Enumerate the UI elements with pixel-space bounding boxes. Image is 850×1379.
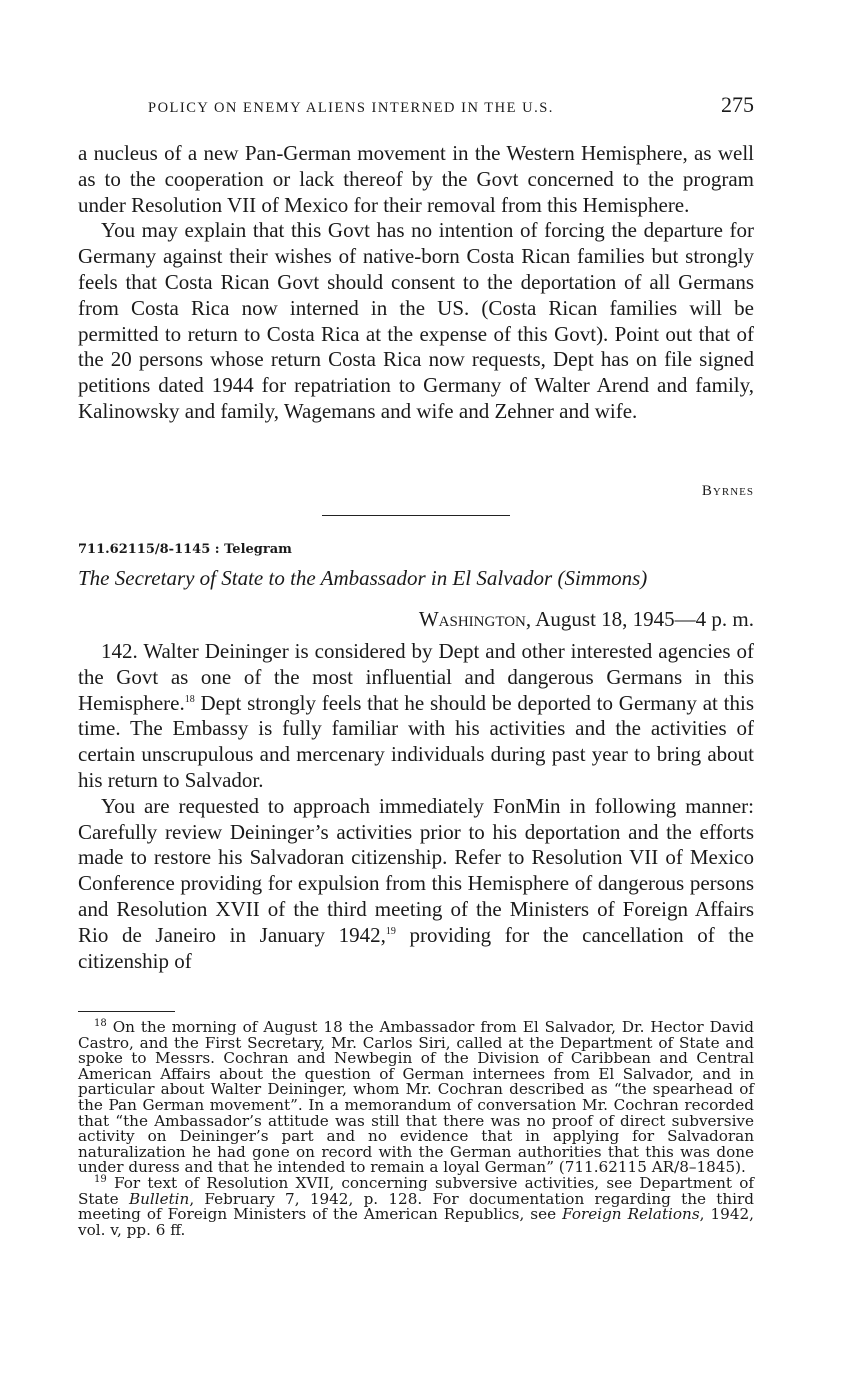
footnote-ref-19[interactable]: 19	[385, 925, 396, 937]
page-number: 275	[721, 92, 754, 117]
dateline-date: , August 18, 1945—4 p. m.	[525, 607, 754, 631]
paragraph-deininger-part2: Dept strongly feels that he should be deported to Germany at this time. The Embassy is fully familiar with his activities and the activities of certain unscrupulous and mercenary individuals during past year to bring about his return to Salvador.	[78, 690, 754, 792]
heading-main: The Secretary of State to the Ambassador in El Salvador	[78, 566, 553, 590]
footnote-number-19: 19	[94, 1173, 107, 1185]
document-heading: The Secretary of State to the Ambassador in El Salvador (Simmons)	[78, 566, 648, 590]
footnote-number-18: 18	[94, 1017, 107, 1029]
footnote-19-text-3: , 1942, vol. v, pp. 6 ff.	[78, 1205, 754, 1239]
paragraph-explain: You may explain that this Govt has no intention of forcing the departure for Germany against their wishes of native-born Costa Rican families but strongly feels that Costa Rican Govt should consent to the deportation of all Germans from Costa Rica now interned in the US. (Costa Rican families will be permitted to return to Costa Rica at the expense of this Govt). Point out that of the 20 persons whose return Costa Rica now requests, Dept has on file signed petitions dated 1944 for repatriation to Germany of Walter Arend and family, Kalinowsky and family, Wagemans and wife and Zehner and wife.	[78, 218, 754, 423]
footnote-19-foreign-relations: Foreign Relations	[562, 1205, 700, 1224]
footnote-divider	[78, 1011, 175, 1012]
body-section-2	[78, 639, 754, 974]
running-head	[78, 92, 754, 126]
document-file-id: 711.62115/8-1145 : Telegram	[78, 542, 292, 557]
dateline	[419, 607, 754, 632]
continuation-paragraph: a nucleus of a new Pan-German movement in the Western Hemisphere, as well as to the cooperation or lack thereof by the Govt concerned to the program under Resolution VII of Mexico for their removal from this Hemisphere.	[78, 141, 754, 217]
footnote-ref-18[interactable]: 18	[184, 693, 195, 705]
paragraph-deininger-part1: 142. Walter Deininger is considered by Dept and other interested agencies of the Govt as one of the most influential and dangerous Germans in this Hemisphere.	[78, 639, 754, 715]
paragraph-request-part1: You are requested to approach immediately FonMin in following manner: Carefully review Deininger’s activities prior to his deportation and the efforts made to restore his Salvadoran citizenship. Refer to Resolution VII of Mexico Conference providing for expulsion from this Hemisphere of dangerous persons and Resolution XVII of the third meeting of the Ministers of Foreign Affairs Rio de Janeiro in January 1942,	[78, 793, 754, 947]
footnotes	[78, 1017, 755, 1239]
footnote-19	[78, 1173, 755, 1239]
paragraph-request-part2: providing for the cancellation of the citizenship of	[78, 922, 754, 973]
body-section-1	[78, 141, 754, 425]
dateline-place: Washington	[418, 607, 526, 631]
paragraph-request	[78, 794, 754, 975]
signature-byrnes: Byrnes	[701, 483, 754, 499]
section-divider	[322, 515, 510, 516]
footnote-19-bulletin: Bulletin	[128, 1189, 190, 1208]
footnote-19-text-1: For text of Resolution XVII, concerning subversive activities, see Department of State	[78, 1173, 755, 1208]
heading-name: Simmons	[564, 566, 641, 590]
footnote-18	[78, 1017, 754, 1177]
footnote-18-text: On the morning of August 18 the Ambassador from El Salvador, Dr. Hector David Castro, and the First Secretary, Mr. Carlos Siri, called at the Department of State and spoke to Messrs. Cochran and Newbegin of the Division of Caribbean and Central American Affairs about the question of German internees from El Salvador, and in particular about Walter Deininger, whom Mr. Cochran described as “the spearhead of the Pan German movement”. In a memorandum of conversation Mr. Cochran recorded that “the Ambassador’s attitude was still that there was no proof of direct subversive activity on Deininger’s part and no evidence that in applying for Salvadoran naturalization he had gone on record with the German authorities that this was done under duress and that he intended to remain a loyal German” (711.62115 AR/8–1845).	[78, 1018, 754, 1177]
paragraph-deininger	[78, 639, 754, 794]
running-head-title: POLICY ON ENEMY ALIENS INTERNED IN THE U.S.	[148, 100, 554, 116]
footnote-19-text-2: , February 7, 1942, p. 128. For documentation regarding the third meeting of Foreign Ministers of the American Republics, see	[78, 1189, 755, 1224]
